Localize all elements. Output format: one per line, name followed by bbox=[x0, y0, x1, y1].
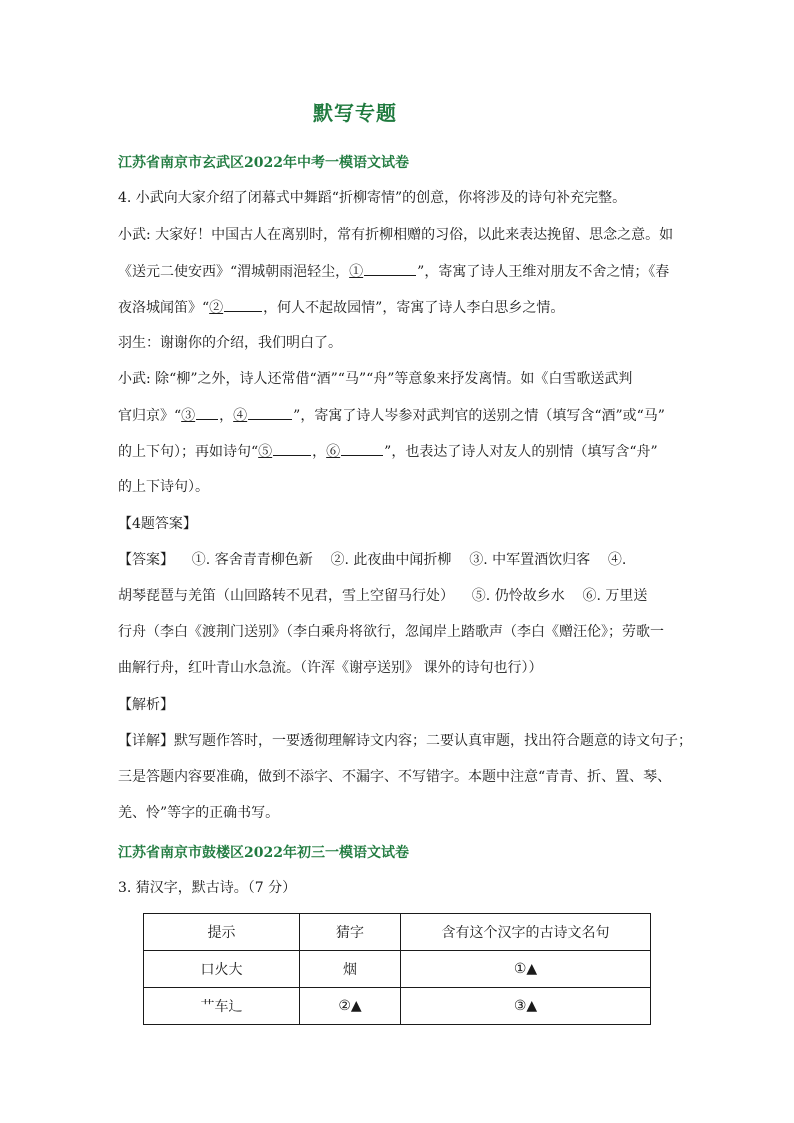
question-4-stem: 4. 小武向大家介绍了闭幕式中舞蹈“折柳寄情”的创意，你将涉及的诗句补充完整。 bbox=[118, 190, 627, 206]
analysis-tag: 【解析】 bbox=[118, 697, 174, 713]
page-title: 默写专题 bbox=[313, 101, 397, 125]
paragraph-line bbox=[118, 441, 658, 462]
answer-line: 【答案】 ①. 客舍青青柳色新 ②. 此夜曲中闻折柳 ③. 中军置酒饮归客 ④. bbox=[118, 552, 627, 568]
blank-line bbox=[196, 405, 218, 420]
text-span: ，何人不起故园情”，寄寓了诗人李白思乡之情。 bbox=[263, 300, 565, 316]
text-span: 官归京》“ bbox=[118, 408, 182, 424]
table-cell: 艹车辶 bbox=[144, 988, 300, 1025]
blank-line bbox=[364, 261, 416, 276]
column-header: 猜字 bbox=[300, 914, 401, 951]
guess-character-table bbox=[143, 913, 651, 1025]
paragraph-line: 小武: 除“柳”之外，诗人还常借“酒”“马”“舟”等意象来抒发离情。如《白雪歌送武判 bbox=[118, 371, 633, 387]
paragraph-line: 小武: 大家好！中国古人在离别时，常有折柳相赠的习俗，以此来表达挽留、思念之意。如 bbox=[118, 227, 674, 243]
text-span: ”，寄寓了诗人王维对朋友不舍之情；《春 bbox=[417, 264, 670, 280]
table-cell: 口火大 bbox=[144, 951, 300, 988]
blank-6: ⑥ bbox=[326, 444, 341, 460]
table-row bbox=[144, 988, 651, 1025]
analysis-line: 三是答题内容要准确，做到不添字、不漏字、不写错字。本题中注意“青青、折、置、琴、 bbox=[118, 769, 672, 785]
blank-4: ④ bbox=[233, 408, 248, 424]
table-cell: ②▲ bbox=[300, 988, 401, 1025]
text-span: ， bbox=[312, 444, 327, 460]
answer-line: 胡琴琵琶与羌笛（山回路转不见君，雪上空留马行处） ⑤. 仍怜故乡水 ⑥. 万里送 bbox=[118, 588, 648, 604]
text-span: ”，寄寓了诗人岑参对武判官的送别之情（填写含“酒”或“马” bbox=[293, 408, 665, 424]
answer-tag: 【4题答案】 bbox=[118, 516, 197, 532]
table-row bbox=[144, 951, 651, 988]
blank-line bbox=[248, 405, 292, 420]
table-cell: 烟 bbox=[300, 951, 401, 988]
paragraph-line bbox=[118, 405, 665, 426]
paragraph-line bbox=[118, 297, 564, 318]
blank-line bbox=[224, 297, 262, 312]
blank-3: ③ bbox=[181, 408, 196, 424]
text-span: ， bbox=[219, 408, 234, 424]
blank-5: ⑤ bbox=[258, 444, 273, 460]
section-heading-xuanwu: 江苏省南京市玄武区2022年中考一模语文试卷 bbox=[118, 155, 409, 171]
blank-line bbox=[273, 441, 311, 456]
blank-1: ① bbox=[349, 264, 364, 280]
table-cell: ①▲ bbox=[401, 951, 651, 988]
blank-line bbox=[341, 441, 383, 456]
blank-2: ② bbox=[209, 300, 224, 316]
answer-line: 曲解行舟，红叶青山水急流。（许浑《谢亭送别》 课外的诗句也行）） bbox=[118, 660, 543, 676]
paragraph-line: 的上下诗句）。 bbox=[118, 479, 209, 495]
text-span: ”，也表达了诗人对友人的别情（填写含“舟” bbox=[384, 444, 658, 460]
text-span: 夜洛城闻笛》“ bbox=[118, 300, 210, 316]
analysis-line: 羌、怜”等字的正确书写。 bbox=[118, 805, 280, 821]
section-heading-gulou: 江苏省南京市鼓楼区2022年初三一模语文试卷 bbox=[118, 845, 409, 861]
table-cell: ③▲ bbox=[401, 988, 651, 1025]
column-header: 含有这个汉字的古诗文名句 bbox=[401, 914, 651, 951]
column-header: 提示 bbox=[144, 914, 300, 951]
text-span: 《送元二使安西》“渭城朝雨浥轻尘， bbox=[118, 264, 350, 280]
text-span: 的上下句）；再如诗句“ bbox=[118, 444, 259, 460]
table-header-row bbox=[144, 914, 651, 951]
question-3-stem: 3. 猜汉字，默古诗。（7 分） bbox=[118, 880, 297, 896]
analysis-line: 【详解】默写题作答时，一要透彻理解诗文内容；二要认真审题，找出符合题意的诗文句子； bbox=[118, 733, 692, 749]
answer-line: 行舟（李白《渡荆门送别》（李白乘舟将欲行，忽闻岸上踏歌声（李白《赠汪伦》；劳歌一 bbox=[118, 624, 664, 640]
paragraph-line: 羽生：谢谢你的介绍，我们明白了。 bbox=[118, 335, 342, 351]
paragraph-line bbox=[118, 261, 669, 282]
